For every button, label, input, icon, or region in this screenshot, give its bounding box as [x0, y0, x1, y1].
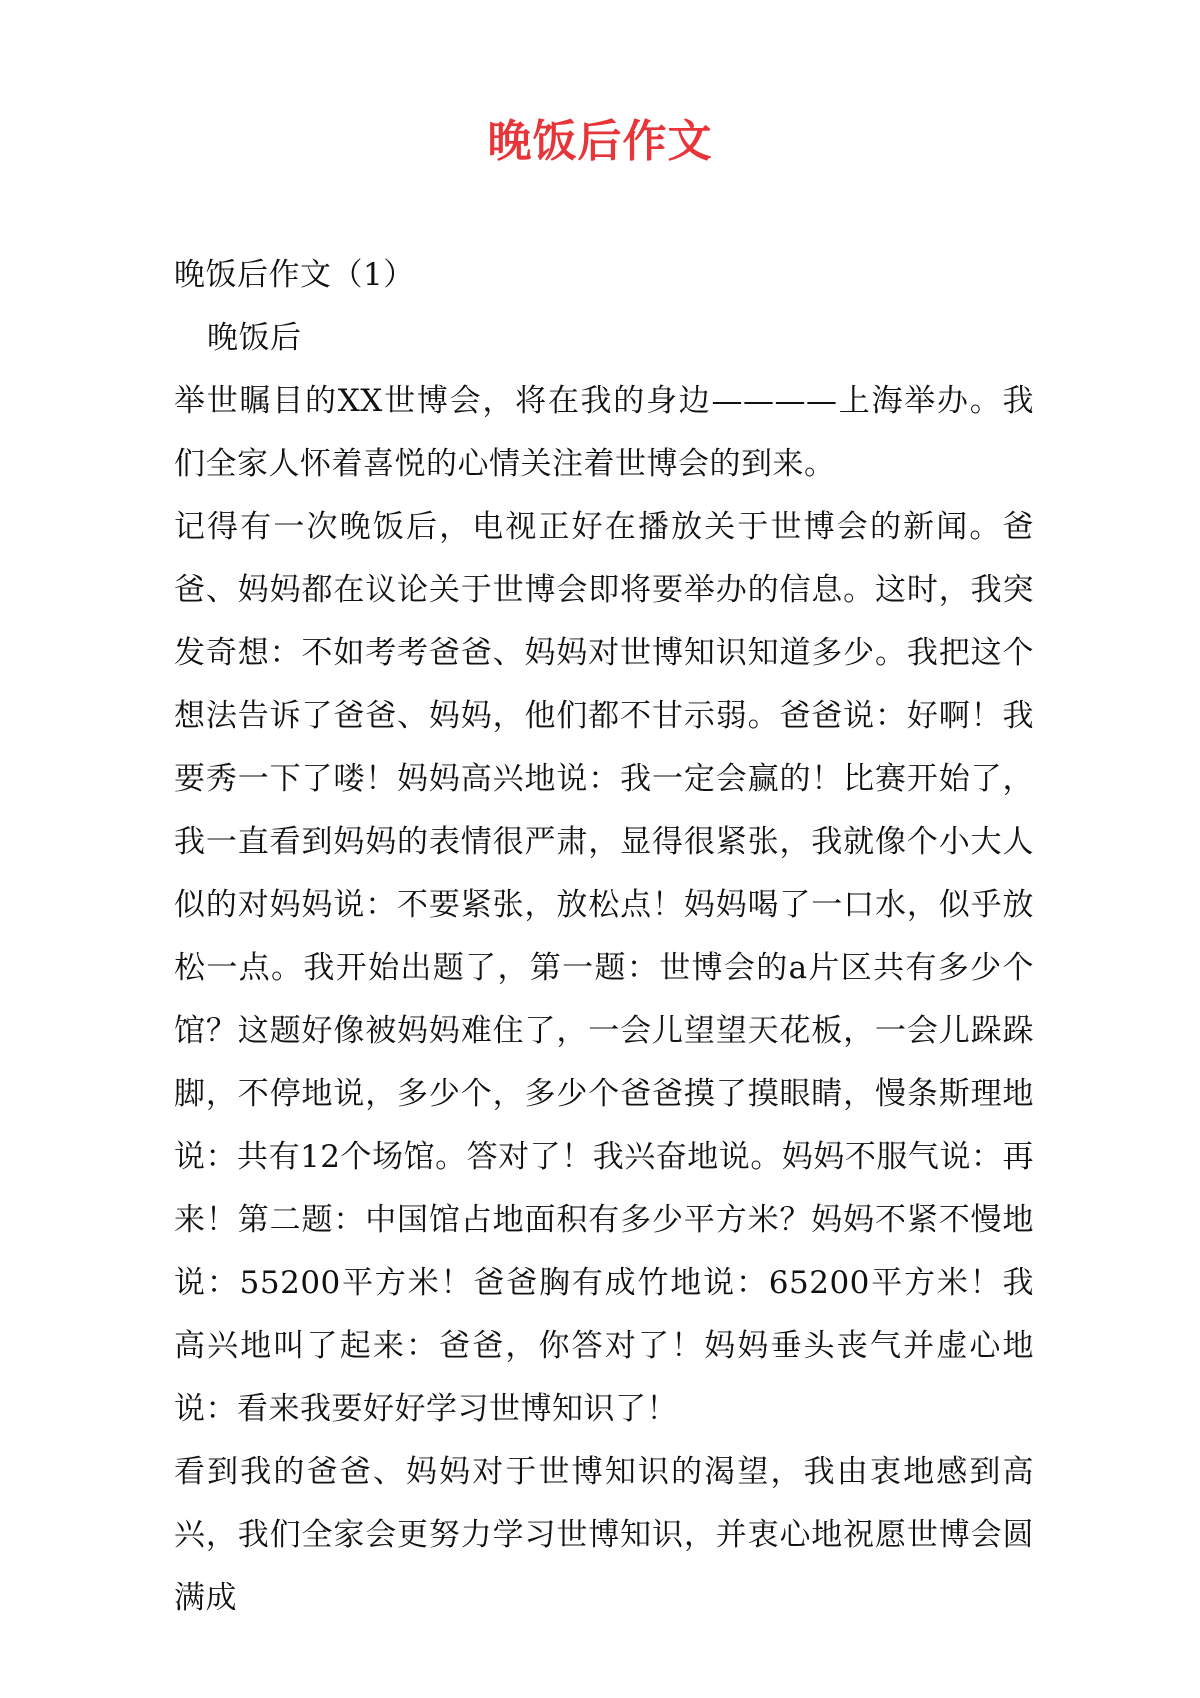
paragraph-1: 举世瞩目的XX世博会，将在我的身边————上海举办。我们全家人怀着喜悦的心情关注着世博会的到来。: [174, 383, 1034, 482]
document-title: 晚饭后作文: [487, 116, 713, 167]
section-heading: 晚饭后作文（1）: [174, 257, 415, 293]
essay-title: 晚饭后: [207, 320, 302, 356]
document-body: [174, 244, 1034, 1630]
paragraph-3: 看到我的爸爸、妈妈对于世博知识的渴望，我由衷地感到高兴，我们全家会更努力学习世博知识，并衷心地祝愿世博会圆满成: [174, 1454, 1034, 1616]
paragraph-2: 记得有一次晚饭后，电视正好在播放关于世博会的新闻。爸爸、妈妈都在议论关于世博会即将要举办的信息。这时，我突发奇想：不如考考爸爸、妈妈对世博知识知道多少。我把这个想法告诉了爸爸、妈妈，他们都不甘示弱。爸爸说：好啊！我要秀一下了喽！妈妈高兴地说：我一定会赢的！比赛开始了，我一直看到妈妈的表情很严肃，显得很紧张，我就像个小大人似的对妈妈说：不要紧张，放松点！妈妈喝了一口水，似乎放松一点。我开始出题了，第一题：世博会的a片区共有多少个馆？这题好像被妈妈难住了，一会儿望望天花板，一会儿跺跺脚，不停地说，多少个，多少个爸爸摸了摸眼睛，慢条斯理地说：共有12个场馆。答对了！我兴奋地说。妈妈不服气说：再来！第二题：中国馆占地面积有多少平方米？妈妈不紧不慢地说：55200平方米！爸爸胸有成竹地说：65200平方米！我高兴地叫了起来：爸爸，你答对了！妈妈垂头丧气并虚心地说：看来我要好好学习世博知识了！: [174, 509, 1034, 1427]
